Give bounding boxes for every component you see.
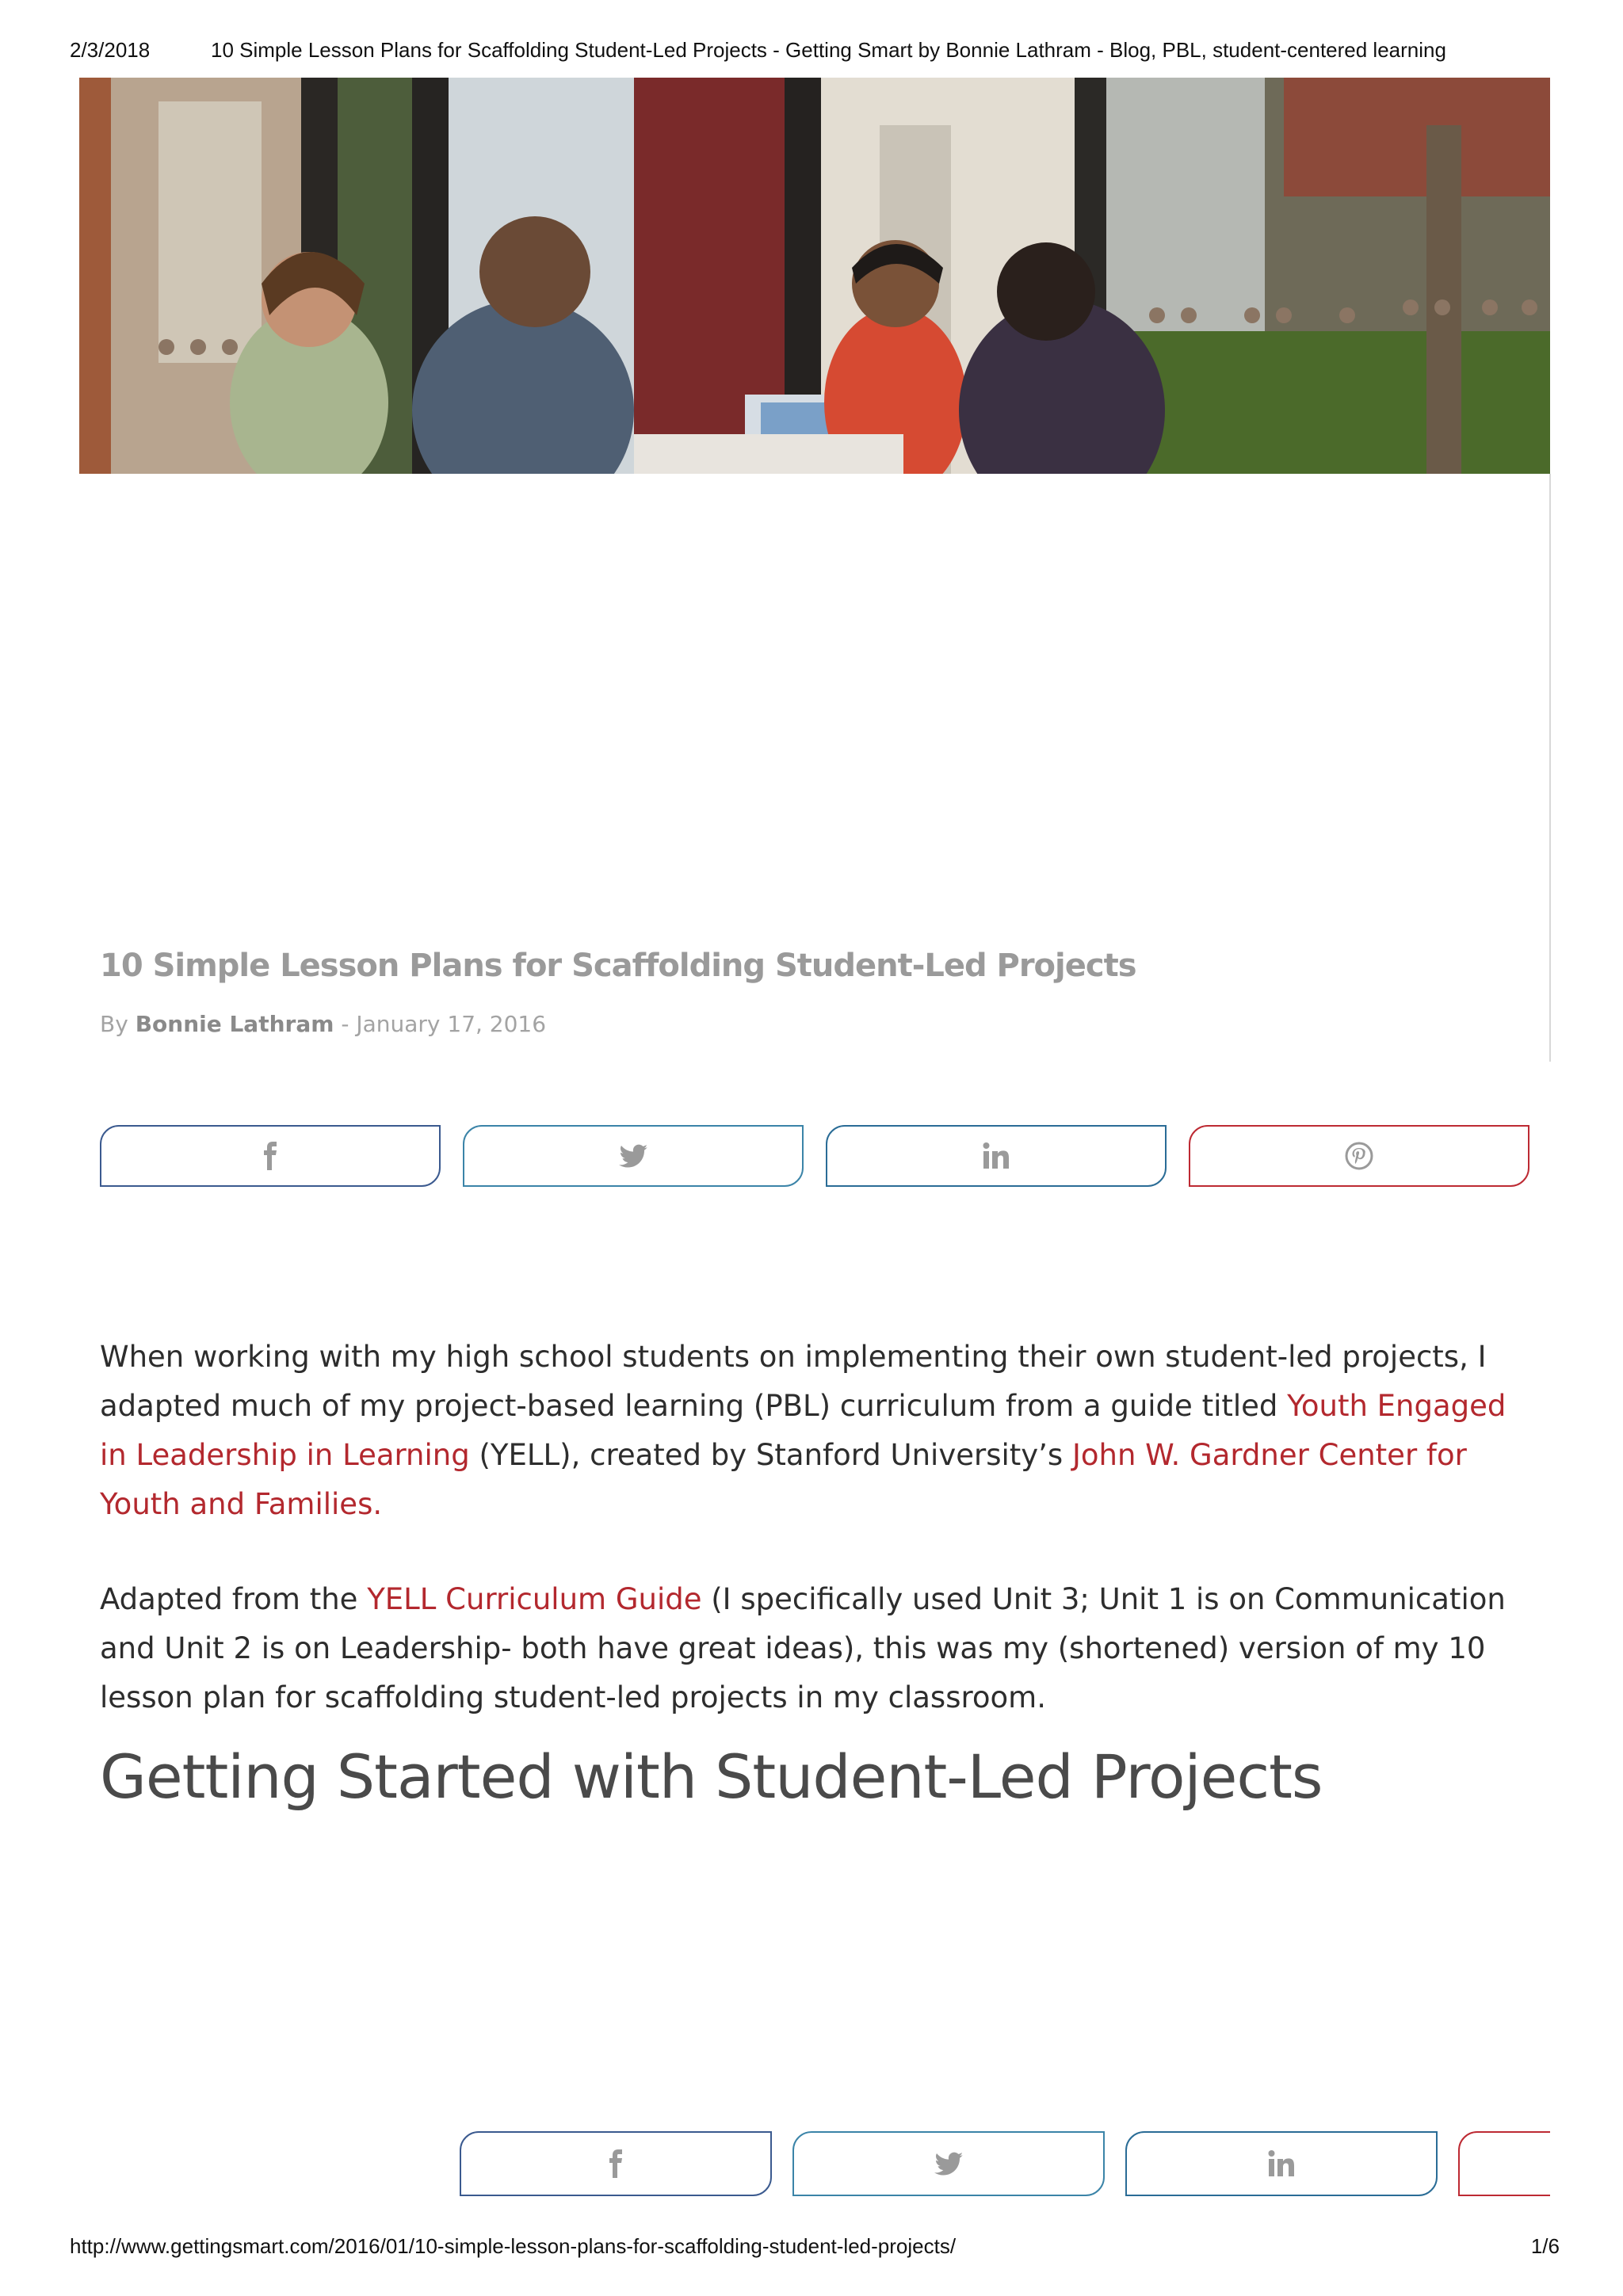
share-buttons-top bbox=[100, 1125, 1529, 1190]
byline-label: By bbox=[100, 1011, 128, 1037]
twitter-icon bbox=[933, 2148, 964, 2180]
byline-separator: - bbox=[341, 1011, 349, 1037]
pinterest-share-button[interactable] bbox=[1458, 2131, 1550, 2196]
pinterest-share-button[interactable] bbox=[1189, 1125, 1529, 1187]
twitter-share-button[interactable] bbox=[792, 2131, 1105, 2196]
classroom-photo bbox=[79, 78, 1550, 474]
paragraph-adapted bbox=[100, 1575, 1526, 1722]
twitter-share-button[interactable] bbox=[463, 1125, 804, 1187]
paragraph-text: When working with my high school students on implementing their own student-led projects, I adapted much of my project-based learning (PBL) curriculum from a guide titled bbox=[100, 1340, 1487, 1423]
content-divider bbox=[1549, 474, 1551, 1062]
gardner-center-link[interactable]: John W. Gardner Center for Youth and Families. bbox=[100, 1438, 1467, 1521]
paragraph-text: (I specifically used Unit 3; Unit 1 is on Communication and Unit 2 is on Leadership- both have great ideas), this was my (shortened) version of my 10 lesson plan for scaffolding student-led projects in my classroom. bbox=[100, 1582, 1506, 1714]
paragraph-intro bbox=[100, 1333, 1526, 1529]
article-body bbox=[100, 1333, 1526, 1768]
byline bbox=[100, 1011, 546, 1037]
paragraph-text: Adapted from the bbox=[100, 1582, 368, 1616]
linkedin-icon bbox=[1266, 2148, 1297, 2180]
pinterest-icon bbox=[1343, 1140, 1375, 1172]
share-buttons-floating bbox=[460, 2131, 1550, 2198]
twitter-icon bbox=[617, 1140, 649, 1172]
facebook-icon bbox=[254, 1140, 286, 1172]
section-heading: Getting Started with Student-Led Projects bbox=[100, 1741, 1323, 1812]
facebook-share-button[interactable] bbox=[460, 2131, 772, 2196]
yell-guide-link[interactable]: Youth Engaged in Leadership in Learning bbox=[100, 1389, 1507, 1472]
facebook-share-button[interactable] bbox=[100, 1125, 441, 1187]
hero-image bbox=[79, 78, 1550, 474]
print-url: http://www.gettingsmart.com/2016/01/10-simple-lesson-plans-for-scaffolding-student-led-projects/ bbox=[70, 2234, 957, 2258]
linkedin-share-button[interactable] bbox=[826, 1125, 1167, 1187]
print-date: 2/3/2018 bbox=[70, 38, 151, 62]
publish-date: January 17, 2016 bbox=[356, 1011, 547, 1037]
yell-curriculum-link[interactable]: YELL Curriculum Guide bbox=[367, 1582, 702, 1616]
linkedin-icon bbox=[980, 1140, 1012, 1172]
page-number: 1/6 bbox=[1530, 2234, 1560, 2258]
linkedin-share-button[interactable] bbox=[1125, 2131, 1438, 2196]
paragraph-text: (YELL), created by Stanford University’s bbox=[469, 1438, 1072, 1472]
facebook-icon bbox=[600, 2148, 632, 2180]
print-document-title: 10 Simple Lesson Plans for Scaffolding Student-Led Projects - Getting Smart by Bonnie Lathram - Blog, PBL, student-centered learning bbox=[211, 38, 1446, 62]
article-title: 10 Simple Lesson Plans for Scaffolding Student-Led Projects bbox=[100, 948, 1136, 984]
author-link[interactable]: Bonnie Lathram bbox=[135, 1011, 334, 1037]
